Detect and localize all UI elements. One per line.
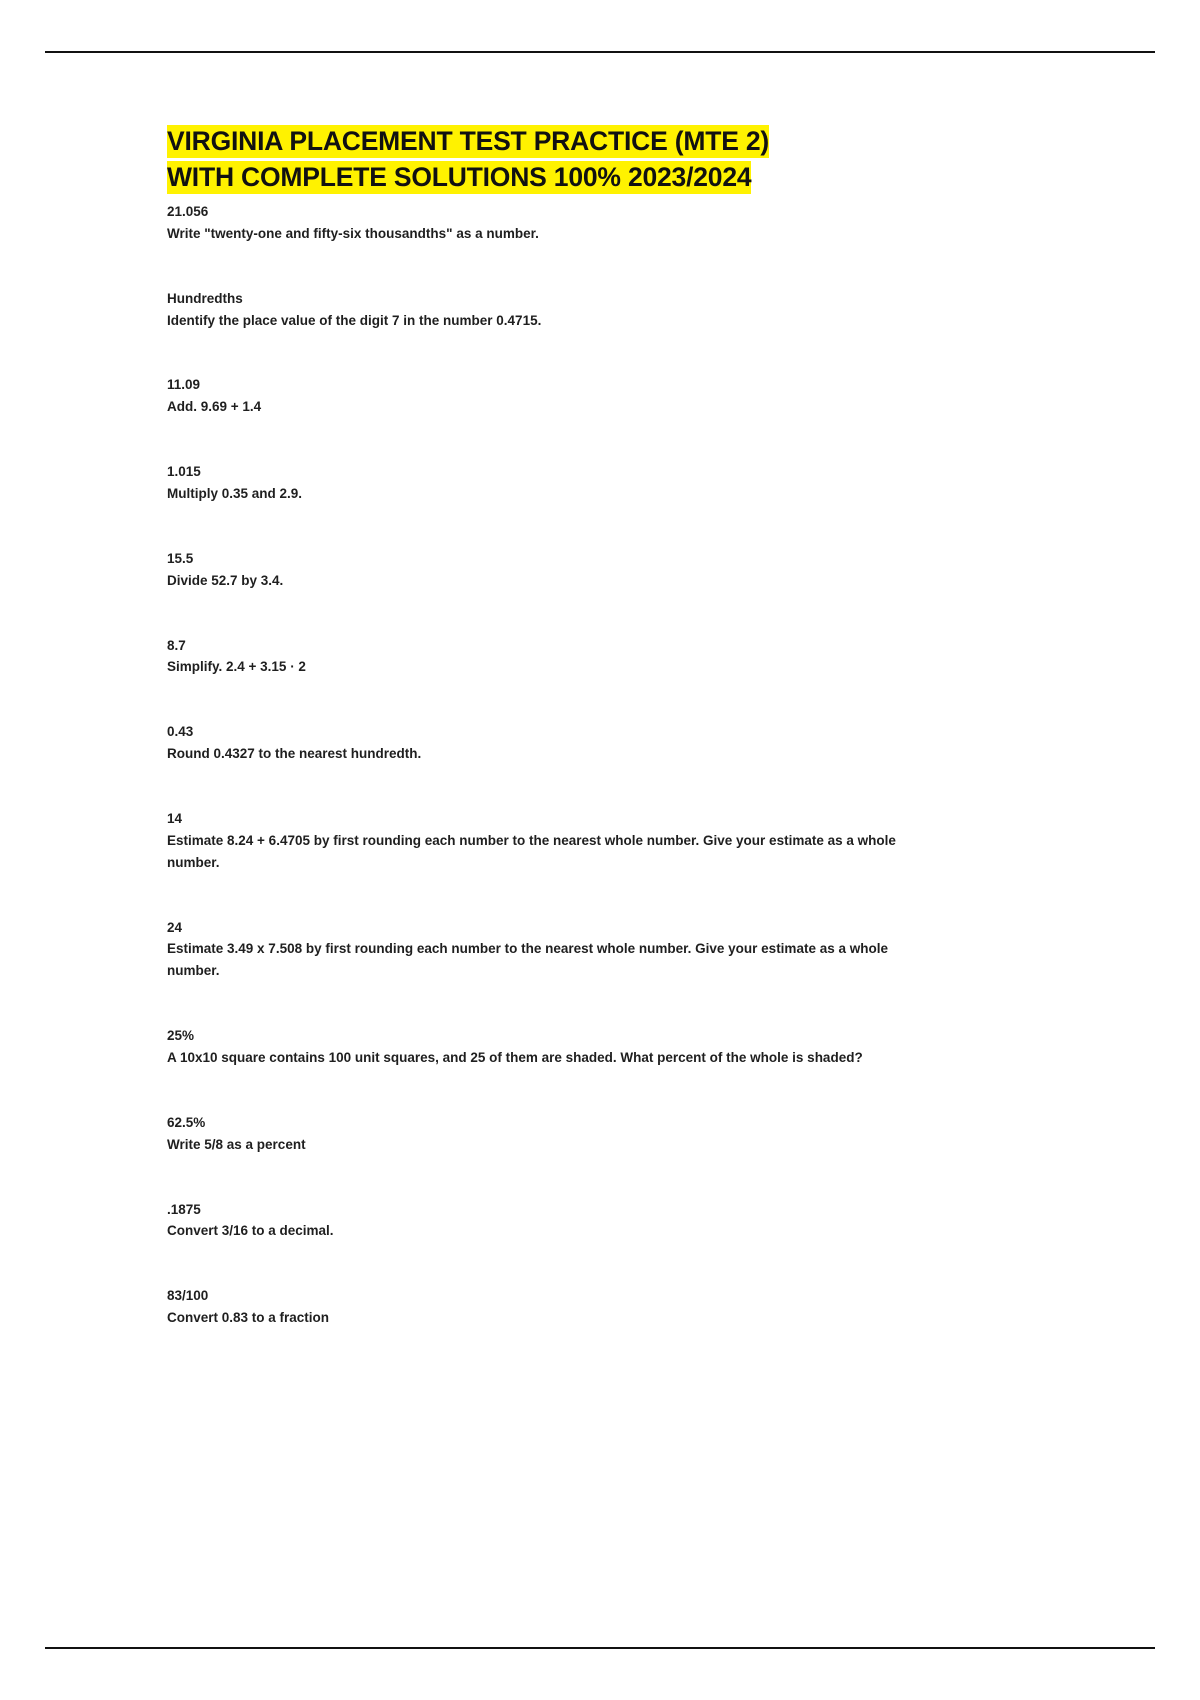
question-text: Divide 52.7 by 3.4. (167, 572, 284, 588)
question-text: Round 0.4327 to the nearest hundredth. (167, 746, 422, 762)
question-text: Write 5/8 as a percent (167, 1136, 306, 1152)
list-item (167, 201, 957, 245)
answer-text: Hundredths (167, 290, 243, 306)
answer-text: 83/100 (167, 1288, 209, 1304)
answer-text: 8.7 (167, 637, 186, 653)
question-text: Write "twenty-one and fifty-six thousandths" as a number. (167, 225, 539, 241)
answer-text: .1875 (167, 1201, 201, 1217)
question-text: Convert 0.83 to a fraction (167, 1310, 330, 1326)
list-item (167, 374, 957, 418)
list-item (167, 548, 957, 592)
list-item (167, 1285, 957, 1329)
list-item (167, 808, 957, 874)
question-text: Convert 3/16 to a decimal. (167, 1223, 334, 1239)
question-text: Simplify. 2.4 + 3.15 · 2 (167, 659, 306, 675)
question-text: Add. 9.69 + 1.4 (167, 399, 262, 415)
list-item (167, 635, 957, 679)
answer-text: 14 (167, 811, 183, 827)
question-text: Estimate 8.24 + 6.4705 by first rounding each number to the nearest whole number. Give your estimate as a whole number. (167, 832, 896, 870)
question-text: A 10x10 square contains 100 unit squares, and 25 of them are shaded. What percent of the whole is shaded? (167, 1050, 863, 1066)
answer-text: 25% (167, 1028, 195, 1044)
list-item (167, 461, 957, 505)
header-divider (45, 51, 1155, 53)
answer-text: 24 (167, 919, 183, 935)
question-text: Multiply 0.35 and 2.9. (167, 486, 303, 502)
answer-text: 11.09 (167, 377, 201, 393)
list-item (167, 1199, 957, 1243)
list-item (167, 1025, 957, 1069)
document-content (167, 124, 957, 1329)
answer-text: 1.015 (167, 464, 201, 480)
page-title (167, 124, 957, 195)
list-item (167, 917, 957, 983)
question-answer-list (167, 201, 957, 1329)
question-text: Estimate 3.49 x 7.508 by first rounding each number to the nearest whole number. Give your estimate as a whole number. (167, 941, 888, 979)
question-text: Identify the place value of the digit 7 in the number 0.4715. (167, 312, 542, 328)
answer-text: 62.5% (167, 1114, 206, 1130)
list-item (167, 1112, 957, 1156)
list-item (167, 721, 957, 765)
list-item (167, 288, 957, 332)
footer-divider (45, 1647, 1155, 1649)
page-title-line-1: VIRGINIA PLACEMENT TEST PRACTICE (MTE 2) (167, 126, 770, 156)
answer-text: 21.056 (167, 204, 209, 219)
answer-text: 0.43 (167, 724, 194, 740)
page-title-line-2: WITH COMPLETE SOLUTIONS 100% 2023/2024 (167, 161, 752, 192)
answer-text: 15.5 (167, 550, 194, 566)
